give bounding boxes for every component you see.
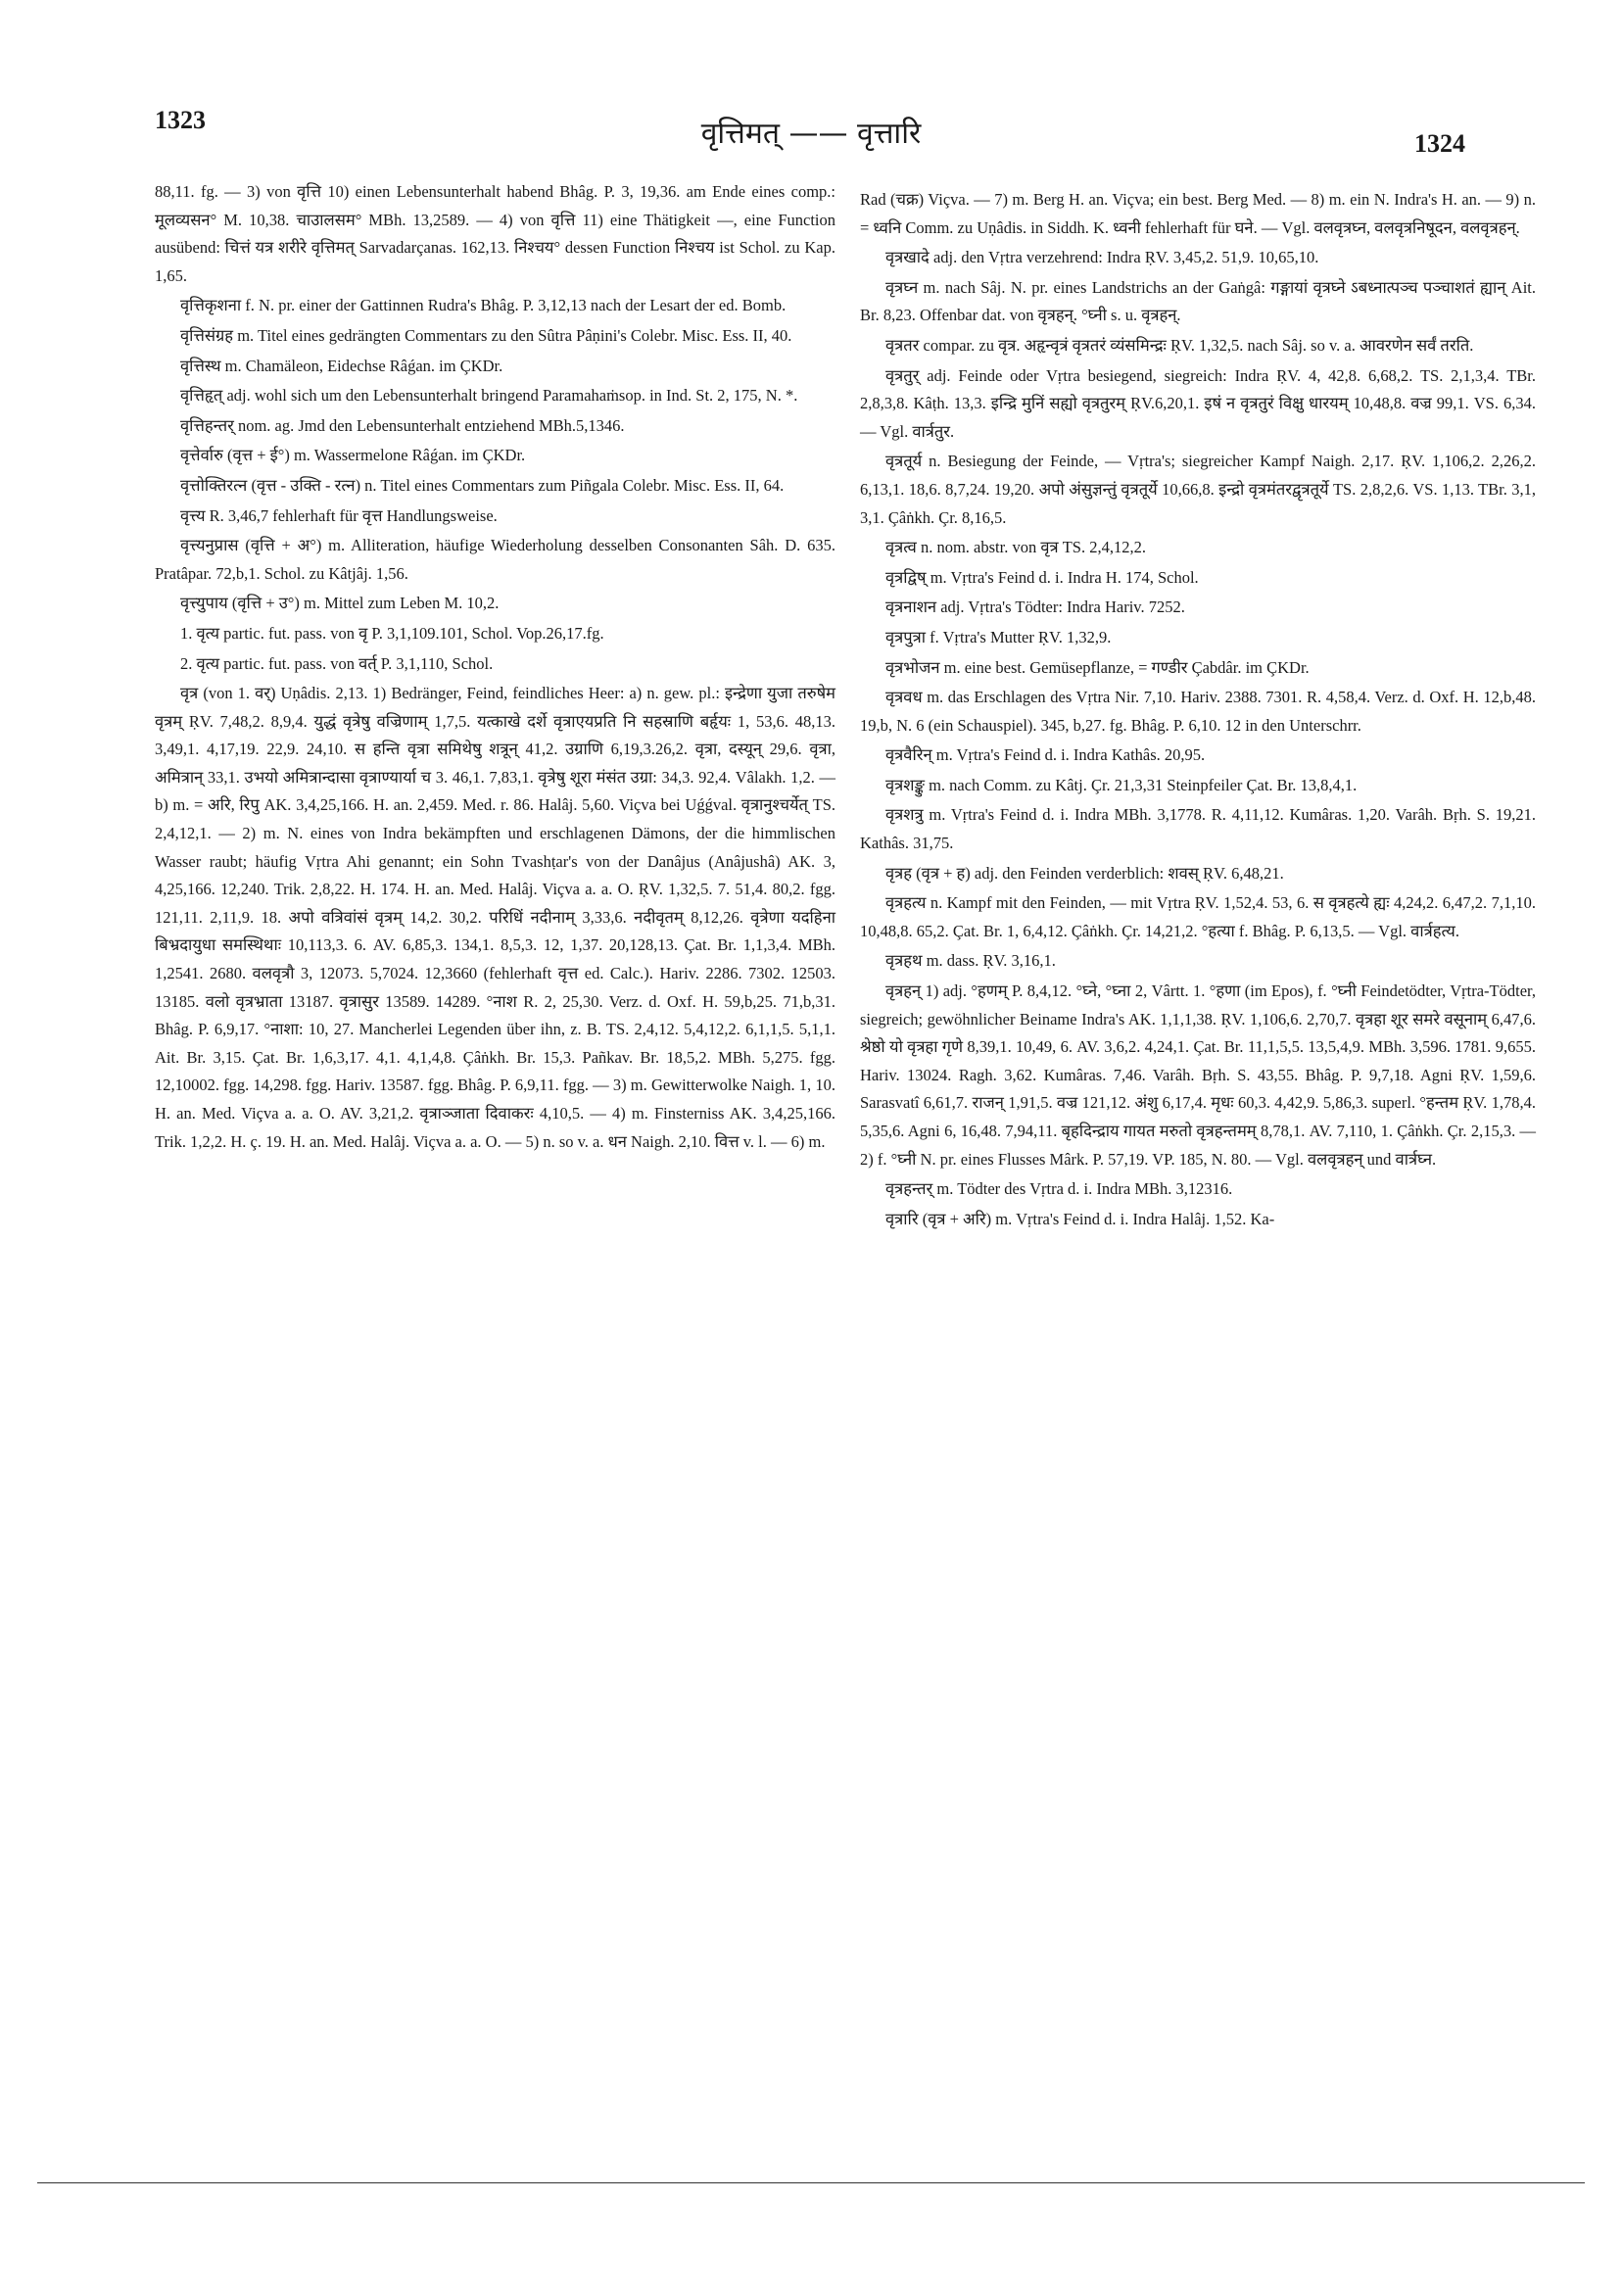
entry-vrtrahatha: वृत्रहथ m. dass. ṚV. 3,16,1.	[885, 951, 1056, 971]
entry-vrtra: वृत्र (von 1. वर्) Uṇâdis. 2,13. 1) Bedränger, Feind, feindliches Heer: a) n. gew. pl.: इन्द्रेणा युजा तरुषेम वृत्रम् ṚV. 7,48,2. 8,9,4. युद्धं वृत्रेषु वज्रिणाम् 1,7,5. यत्काखे दर्शे वृत्राएयप्रति नि सहस्राणि बर्हृयः 1, 53,6. 48,13. 3,49,1. 4,17,19. 22,9. 24,10. स हन्ति वृत्रा समिथेषु शत्रून् 41,2. उग्राणि 6,19,3.26,2. वृत्रा, दस्यून् 29,6. वृत्रा, अमित्रान् 33,1. उभयो अमित्रान्दासा वृत्राण्यार्या च 3. 46,1. 7,83,1. वृत्रेषु शूरा मंसंत उग्रा: 34,3. 92,4. Vâlakh. 1,2. — b) m. = अरि, रिपु AK. 3,4,25,166. H. an. 2,459. Med. r. 86. Halâj. 5,60. Viçva bei Uǵǵval. वृत्रानुश्चर्येत् TS. 2,4,12,1. — 2) m. N. eines von Indra bekämpften und erschlagenen Dämons, der die himmlischen Wasser raubt; häufig Vṛtra Ahi genannt; ein Sohn Tvashṭar's von der Danâjus (Anâjushâ) AK. 3, 4,25,166. 12,240. Trik. 2,8,22. H. 174. H. an. Med. Halâj. Viçva a. a. O. ṚV. 1,32,5. 7. 51,4. 80,2. fgg. 121,11. 2,11,9. 18. अपो वत्रिवांसं वृत्रम् 14,2. 30,2. परिधिं नदीनाम् 3,33,6. नदीवृतम् 8,12,26. वृत्रेणा यदहिना बिभ्रदायुधा समस्थिथाः 10,113,3. 6. AV. 6,85,3. 134,1. 8,5,3. 12, 1,37. 20,128,13. Çat. Br. 1,1,3,4. MBh. 1,2541. 2680. वलवृत्रौ 3, 12073. 5,7024. 12,3660 (fehlerhaft वृत्त ed. Calc.). Hariv. 2286. 7302. 12503. 13185. वलो वृत्रभ्राता 13187. वृत्रासुर 13589. 14289. °नाश R. 2, 25,30. Verz. d. Oxf. H. 59,b,25. 71,b,31. Bhâg. P. 6,9,17. °नाशा: 10, 27. Mancherlei Legenden über ihn, z. B. TS. 2,4,12. 5,4,12,2. 6,1,1,5. 5,1,1. Ait. Br. 3,15. Çat. Br. 1,6,3,17. 4,1. 4,1,4,8. Çâṅkh. Br. 15,3. Pañkav. Br. 18,5,2. MBh. 5,275. fgg. 12,10002. fgg. 14,298. fgg. Hariv. 13587. fgg. Bhâg. P. 6,9,11. fgg. — 3) m. Gewitterwolke Naigh. 1, 10. H. an. Med. Viçva a. a. O. AV. 3,21,2. वृत्राञ्जाता दिवाकरः 4,10,5. — 4) m. Finsterniss AK. 3,4,25,166. Trik. 1,2,2. H. ç. 19. H. an. Med. Halâj. Viçva a. a. O. — 5) n. so v. a. धन Naigh. 2,10. वित्त v. l. — 6) m.	[155, 684, 835, 1151]
page-number-right: 1324	[1414, 129, 1465, 158]
entry-vrtratara: वृत्रतर compar. zu वृत्र. अहृन्वृत्रं वृत्रतरं व्यंसमिन्द्रः ṚV. 1,32,5. nach Sâj. so v. a. आवरणेन सर्वं तरति.	[885, 335, 1474, 355]
entry-vrtrahantar: वृत्रहन्तर् m. Tödter des Vṛtra d. i. Indra MBh. 3,12316.	[885, 1179, 1233, 1199]
entry-vrtravairin: वृत्रवैरिन् m. Vṛtra's Feind d. i. Indra Kathâs. 20,95.	[885, 745, 1206, 765]
footer-rule	[37, 2182, 1585, 2183]
entry-vrttya: वृत्त्य R. 3,46,7 fehlerhaft für वृत्त Handlungsweise.	[180, 505, 498, 525]
entry-continuation: 88,11. fg. — 3) von वृत्ति 10) einen Lebensunterhalt habend Bhâg. P. 3, 19,36. am Ende eines comp.: मूलव्यसन° M. 10,38. चाउालसम° MBh. 13,2589. — 4) von वृत्ति 11) eine Thätigkeit —, eine Function ausübend: चित्तं यत्र शरीरे वृत्तिमत् Sarvadarçanas. 162,13. निश्चय° dessen Function निश्चय ist Schol. zu Kap. 1,65.	[155, 182, 835, 285]
entry-vrttyanuprasa: वृत्त्यनुप्रास (वृत्ति + अ°) m. Alliteration, häufige Wiederholung desselben Consonanten Sâh. D. 635. Pratâpar. 72,b,1. Schol. zu Kâtjâj. 1,56.	[155, 536, 835, 583]
entry-vrttikrshana: वृत्तिकृशना f. N. pr. einer der Gattinnen Rudra's Bhâg. P. 3,12,13 nach der Lesart der ed. Bomb.	[180, 296, 787, 315]
running-head: वृत्तिमत् —— वृत्तारि	[700, 117, 922, 151]
entry-vrtrabhojana: वृत्रभोजन m. eine best. Gemüsepflanze, = गण्डीर Çabdâr. im ÇKDr.	[885, 657, 1310, 677]
entry-vrttihantar: वृत्तिहन्तर् nom. ag. Jmd den Lebensunterhalt entziehend MBh.5,1346.	[180, 415, 625, 435]
entry-vrtraghna: वृत्रघ्न m. nach Sâj. N. pr. eines Landstrichs an der Gaṅgâ: गङ्गायां वृत्रघ्ने ऽबध्नात्पञ्च पञ्चाशतं ह्यान् Ait. Br. 8,23. Offenbar dat. von वृत्रहन्. °घ्नी s. u. वृत्रहन्.	[860, 277, 1536, 325]
entry-vrttihrt: वृत्तिहृत् adj. wohl sich um den Lebensunterhalt bringend Paramahaṁsop. in Ind. St. 2, 175, N. *.	[180, 386, 798, 406]
entry-vrtraha: वृत्रह (वृत्र + ह) adj. den Feinden verderblich: शवस् ṚV. 6,48,21.	[885, 863, 1284, 883]
entry-vrtranashana: वृत्रनाशन adj. Vṛtra's Tödter: Indra Hariv. 7252.	[885, 598, 1185, 617]
entry-vrttisamgraha: वृत्तिसंग्रह m. Titel eines gedrängten Commentars zu den Sûtra Pâṇini's Colebr. Misc. Ess. II, 40.	[180, 325, 792, 345]
entry-vrtradvish: वृत्रद्विष् m. Vṛtra's Feind d. i. Indra H. 174, Schol.	[885, 567, 1199, 587]
entry-vrtrahatya: वृत्रहत्य n. Kampf mit den Feinden, — mit Vṛtra ṚV. 1,52,4. 53, 6. स वृत्रहत्ये ह्यः 4,24,2. 6,47,2. 7,1,10. 10,48,8. 65,2. Çat. Br. 1, 6,4,12. Çâṅkh. Çr. 14,21,2. °हत्या f. Bhâg. P. 6,13,5. — Vgl. वार्त्रहत्य.	[860, 893, 1536, 940]
left-column	[155, 178, 835, 1158]
entry-vrtrakhada: वृत्रखादे adj. den Vṛtra verzehrend: Indra ṚV. 3,45,2. 51,9. 10,65,10.	[885, 248, 1319, 267]
entry-vrttistha: वृत्तिस्थ m. Chamäleon, Eidechse Râǵan. im ÇKDr.	[180, 356, 503, 375]
entry-vrtrashanku: वृत्रशङ्कु m. nach Comm. zu Kâtj. Çr. 21,3,31 Steinpfeiler Çat. Br. 13,8,4,1.	[885, 775, 1358, 794]
entry-vrtraturya: वृत्रतूर्य n. Besiegung der Feinde, — Vṛtra's; siegreicher Kampf Naigh. 2,17. ṚV. 1,106,2. 2,26,2. 6,13,1. 18,6. 8,7,24. 19,20. अपो अंसुज्ञन्तुं वृत्रतूर्ये 10,66,8. इन्द्रो वृत्रमंतरद्वृत्रतूर्ये TS. 2,8,2,6. VS. 1,13. TBr. 3,1, 3,1. Çâṅkh. Çr. 8,16,5.	[860, 452, 1536, 527]
entry-vrtrahan: वृत्रहन् 1) adj. °हणम् P. 8,4,12. °घ्ने, °घ्ना 2, Vârtt. 1. °हणा (im Epos), f. °घ्नी Feindetödter, Vṛtra-Tödter, siegreich; gewöhnlicher Beiname Indra's AK. 1,1,1,38. ṚV. 1,106,6. 2,70,7. वृत्रहा शूर समरे वसूनाम् 6,47,6. श्रेष्ठो यो वृत्रहा गृणे 8,39,1. 10,49, 6. AV. 3,6,2. 4,24,1. Çat. Br. 11,1,5,5. 13,5,4,9. MBh. 3,596. 1781. 9,655. Hariv. 13024. Ragh. 3,62. Kumâras. 7,46. Varâh. Bṛh. S. 43,55. Bhâg. P. 9,7,18. Agni ṚV. 1,59,6. Sarasvatî 6,61,7. राजन् 1,91,5. वज्र 121,12. अंशु 6,17,4. मृधः 60,3. 4,42,9. 5,86,3. superl. °हन्तम ṚV. 1,78,4. 5,35,6. Agni 6, 16,48. 7,94,11. बृहदिन्द्राय गायत मरुतो वृत्रहन्तमम् 8,78,1. AV. 7,110, 1. Çâṅkh. Çr. 2,15,3. — 2) f. °घ्नी N. pr. eines Flusses Mârk. P. 57,19. VP. 185, N. 80. — Vgl. वलवृत्रहन् und वार्त्रघ्न.	[860, 981, 1536, 1169]
entry-continuation: Rad (चक्र) Viçva. — 7) m. Berg H. an. Viçva; ein best. Berg Med. — 8) m. ein N. Indra's H. an. — 9) n. = ध्वनि Comm. zu Uṇâdis. in Siddh. K. ध्वनी fehlerhaft für घने. — Vgl. वलवृत्रघ्न, वलवृत्रनिषूदन, वलवृत्रहन्.	[860, 190, 1536, 237]
entry-vrtraputra: वृत्रपुत्रा f. Vṛtra's Mutter ṚV. 1,32,9.	[885, 627, 1112, 646]
entry-vrttyupaya: वृत्त्युपाय (वृत्ति + उ°) m. Mittel zum Leben M. 10,2.	[180, 594, 500, 613]
entry-vrttoktiratna: वृत्तोक्तिरत्न (वृत्त - उक्ति - रत्न) n. Titel eines Commentars zum Piñgala Colebr. Misc. Ess. II, 64.	[180, 475, 785, 495]
entry-vrtya-2: 2. वृत्य partic. fut. pass. von वर्त् P. 3,1,110, Schol.	[180, 653, 494, 673]
entry-vrtrashatru: वृत्रशत्रु m. Vṛtra's Feind d. i. Indra MBh. 3,1778. R. 4,11,12. Kumâras. 1,20. Varâh. Bṛh. S. 19,21. Kathâs. 31,75.	[860, 805, 1536, 853]
entry-vrtratur: वृत्रतुर् adj. Feinde oder Vṛtra besiegend, siegreich: Indra ṚV. 4, 42,8. 6,68,2. TS. 2,1,3,4. TBr. 2,8,3,8. Kâṭh. 13,3. इन्द्रि मुनिं सह्यो वृत्रतुरम् ṚV.6,20,1. इषं न वृत्रतुरं विक्षु धारयम् 10,48,8. वज्र 99,1. VS. 6,34. — Vgl. वार्त्रतुर.	[860, 365, 1536, 441]
entry-vrtya-1: 1. वृत्य partic. fut. pass. von वृ P. 3,1,109.101, Schol. Vop.26,17.fg.	[180, 623, 604, 643]
entry-vrtrari: वृत्रारि (वृत्र + अरि) m. Vṛtra's Feind d. i. Indra Halâj. 1,52. Ka-	[885, 1209, 1275, 1228]
entry-vrtravadha: वृत्रवध m. das Erschlagen des Vṛtra Nir. 7,10. Hariv. 2388. 7301. R. 4,58,4. Verz. d. Oxf. H. 12,b,48. 19,b, N. 6 (ein Schauspiel). 345, b,27. fg. Bhâg. P. 6,10. 12 in den Unterschrr.	[860, 688, 1536, 735]
right-column	[860, 186, 1536, 1235]
page-number-left: 1323	[155, 106, 206, 134]
entry-vrttervaru: वृत्तेर्वारु (वृत्त + ई°) m. Wassermelone Râǵan. im ÇKDr.	[180, 446, 526, 465]
entry-vrtratva: वृत्रत्व n. nom. abstr. von वृत्र TS. 2,4,12,2.	[885, 538, 1146, 557]
